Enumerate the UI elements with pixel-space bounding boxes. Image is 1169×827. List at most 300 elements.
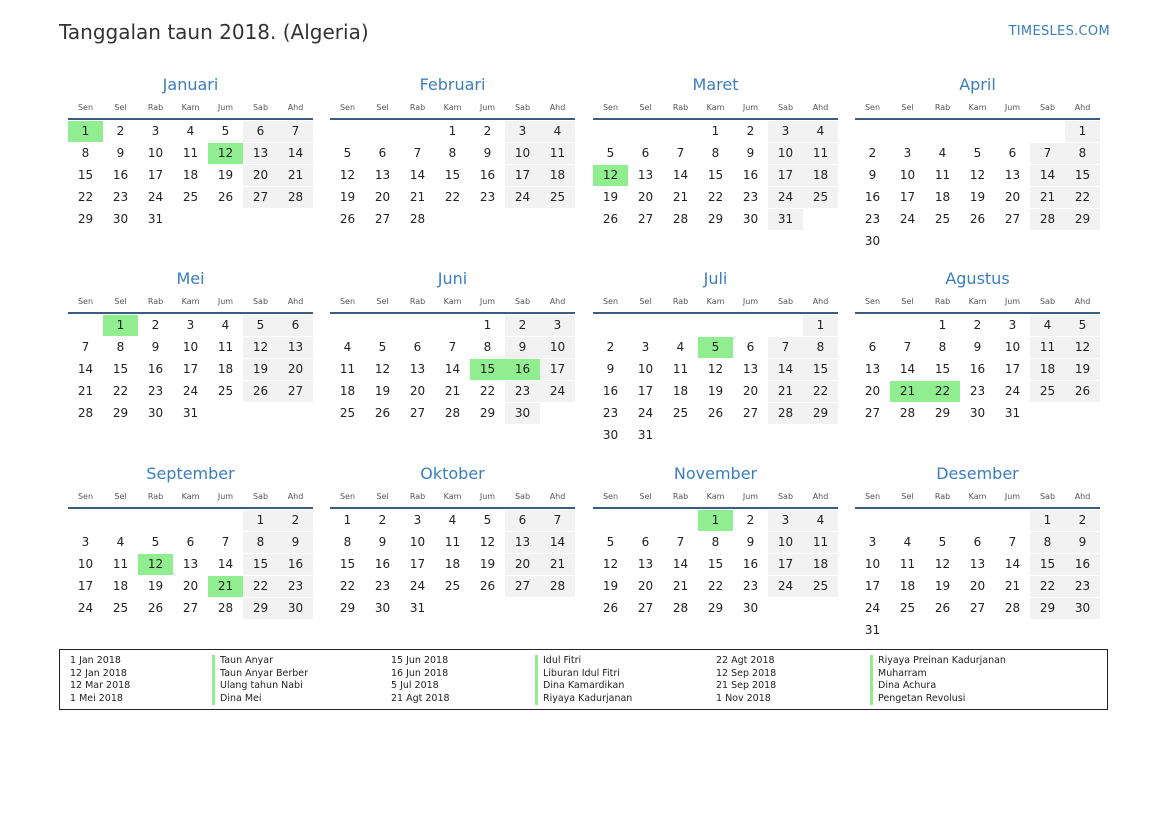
day-cell: 11: [540, 143, 575, 164]
weekday-label: Sen: [339, 103, 356, 112]
day-cell: 19: [147, 579, 164, 593]
holiday-day-cell: 1: [103, 315, 138, 336]
day-cell: 16: [278, 554, 313, 575]
day-cell: 5: [606, 535, 615, 549]
day-cell: 15: [444, 168, 461, 182]
day-cell: 11: [217, 340, 234, 354]
day-cell: 7: [1030, 143, 1065, 164]
day-cell: 20: [505, 554, 540, 575]
day-cell: 22: [112, 384, 129, 398]
day-cell: 16: [602, 384, 619, 398]
day-cell: 29: [1065, 209, 1100, 230]
month-calendar: [330, 75, 575, 231]
day-cell: 10: [1004, 340, 1021, 354]
day-cell: 9: [483, 146, 492, 160]
legend-date-column: [716, 655, 776, 705]
day-cell: 18: [934, 190, 951, 204]
day-cell: 23: [374, 579, 391, 593]
month-calendar: [68, 269, 313, 425]
day-cell: 26: [147, 601, 164, 615]
day-cell: 18: [1030, 359, 1065, 380]
day-cell: 8: [711, 146, 720, 160]
day-cell: 26: [217, 190, 234, 204]
legend-holiday-name: Dina Achura: [870, 680, 1006, 693]
day-cell: 23: [602, 406, 619, 420]
weekday-header: [855, 103, 1100, 115]
month-calendar: [855, 464, 1100, 642]
day-cell: 15: [77, 168, 94, 182]
day-cell: 7: [903, 340, 912, 354]
weekday-label: Sel: [901, 103, 914, 112]
month-name: Februari: [419, 75, 486, 94]
day-cell: 15: [803, 359, 838, 380]
weekday-label: Sel: [639, 492, 652, 501]
day-cell: 6: [746, 340, 755, 354]
day-cell: 16: [969, 362, 986, 376]
day-cell: 19: [602, 579, 619, 593]
header-rule: [855, 312, 1100, 314]
month-name: April: [959, 75, 996, 94]
day-cell: 29: [339, 601, 356, 615]
day-cell: 13: [637, 557, 654, 571]
legend-date: 22 Agt 2018: [716, 655, 775, 666]
day-cell: 2: [746, 124, 755, 138]
month-name: Juli: [703, 269, 728, 288]
day-cell: 8: [448, 146, 457, 160]
day-cell: 7: [540, 510, 575, 531]
day-cell: 16: [374, 557, 391, 571]
month-name: September: [146, 464, 235, 483]
weekday-label: Sen: [864, 103, 881, 112]
day-cell: 30: [1065, 598, 1100, 619]
weekday-label: Jum: [217, 492, 234, 501]
day-cell: 1: [803, 315, 838, 336]
holiday-day-cell: 15: [470, 359, 505, 380]
day-cell: 3: [151, 124, 160, 138]
day-cell: 15: [339, 557, 356, 571]
day-cell: 5: [343, 146, 352, 160]
legend-date-column: [391, 655, 450, 705]
day-cell: 17: [768, 554, 803, 575]
day-cell: 18: [899, 579, 916, 593]
day-cell: 12: [374, 362, 391, 376]
day-cell: 3: [505, 121, 540, 142]
day-cell: 19: [339, 190, 356, 204]
day-cell: 17: [768, 165, 803, 186]
day-cell: 7: [676, 535, 685, 549]
month-name: Agustus: [945, 269, 1010, 288]
day-cell: 10: [505, 143, 540, 164]
month-calendar: [330, 464, 575, 620]
day-cell: 11: [112, 557, 129, 571]
weekday-header: [330, 492, 575, 504]
day-cell: 12: [602, 557, 619, 571]
day-cell: 16: [742, 557, 759, 571]
day-cell: 11: [934, 168, 951, 182]
day-cell: 14: [672, 168, 689, 182]
day-cell: 13: [1004, 168, 1021, 182]
header-rule: [68, 507, 313, 509]
day-cell: 2: [483, 124, 492, 138]
day-cell: 24: [409, 579, 426, 593]
day-cell: 21: [278, 165, 313, 186]
day-cell: 12: [1065, 337, 1100, 358]
day-cell: 28: [217, 601, 234, 615]
weekday-label: Sel: [376, 297, 389, 306]
day-cell: 21: [672, 579, 689, 593]
holiday-day-cell: 1: [698, 510, 733, 531]
day-cell: 15: [243, 554, 278, 575]
day-cell: 22: [707, 579, 724, 593]
weekday-label: Rab: [672, 297, 689, 306]
site-logo-link[interactable]: TIMESLES.COM: [1008, 24, 1110, 39]
day-cell: 12: [339, 168, 356, 182]
day-cell: 19: [479, 557, 496, 571]
day-cell: 28: [1004, 601, 1021, 615]
day-cell: 4: [448, 513, 457, 527]
day-cell: 11: [339, 362, 356, 376]
weekday-label: Sab: [777, 297, 794, 306]
day-cell: 6: [1008, 146, 1017, 160]
day-cell: 13: [864, 362, 881, 376]
day-cell: 5: [606, 146, 615, 160]
day-cell: 23: [864, 212, 881, 226]
weekday-label: Sab: [252, 297, 269, 306]
day-cell: 19: [969, 190, 986, 204]
day-cell: 1: [711, 124, 720, 138]
day-cell: 6: [243, 121, 278, 142]
day-cell: 27: [243, 187, 278, 208]
day-cell: 11: [444, 535, 461, 549]
legend-date: 1 Jan 2018: [70, 655, 121, 666]
header-rule: [330, 118, 575, 120]
day-cell: 6: [278, 315, 313, 336]
day-cell: 19: [243, 359, 278, 380]
day-cell: 19: [707, 384, 724, 398]
weekday-label: Kam: [706, 103, 725, 112]
header-rule: [593, 312, 838, 314]
weekday-header: [330, 103, 575, 115]
weekday-label: Jum: [217, 297, 234, 306]
day-cell: 6: [186, 535, 195, 549]
day-cell: 31: [637, 428, 654, 442]
weekday-label: Jum: [742, 492, 759, 501]
day-cell: 14: [409, 168, 426, 182]
legend-date: 5 Jul 2018: [391, 680, 439, 691]
month-calendar: [330, 269, 575, 425]
day-cell: 7: [676, 146, 685, 160]
month-name: Desember: [936, 464, 1019, 483]
weekday-label: Kam: [968, 297, 987, 306]
day-cell: 13: [409, 362, 426, 376]
day-cell: 29: [77, 212, 94, 226]
day-cell: 5: [378, 340, 387, 354]
day-cell: 29: [707, 212, 724, 226]
day-cell: 15: [1030, 554, 1065, 575]
day-cell: 25: [112, 601, 129, 615]
day-cell: 26: [707, 406, 724, 420]
weekday-label: Sen: [77, 297, 94, 306]
weekday-label: Ahd: [287, 492, 304, 501]
holiday-day-cell: 16: [505, 359, 540, 380]
weekday-label: Rab: [672, 103, 689, 112]
day-cell: 26: [602, 601, 619, 615]
weekday-label: Jum: [479, 103, 496, 112]
day-cell: 16: [1065, 554, 1100, 575]
day-cell: 2: [151, 318, 160, 332]
day-cell: 31: [768, 209, 803, 230]
day-cell: 18: [540, 165, 575, 186]
holiday-day-cell: 5: [698, 337, 733, 358]
day-cell: 3: [413, 513, 422, 527]
day-cell: 1: [448, 124, 457, 138]
weekday-label: Ahd: [549, 103, 566, 112]
day-cell: 28: [672, 212, 689, 226]
day-cell: 25: [182, 190, 199, 204]
day-cell: 27: [969, 601, 986, 615]
weekday-label: Ahd: [549, 297, 566, 306]
day-cell: 8: [243, 532, 278, 553]
day-cell: 30: [147, 406, 164, 420]
day-cell: 24: [864, 601, 881, 615]
day-cell: 4: [1030, 315, 1065, 336]
day-cell: 12: [479, 535, 496, 549]
day-cell: 24: [147, 190, 164, 204]
day-cell: 14: [768, 359, 803, 380]
weekday-label: Sab: [252, 103, 269, 112]
day-cell: 19: [374, 384, 391, 398]
legend-holiday-name: Taun Anyar: [212, 655, 308, 668]
weekday-label: Sel: [639, 297, 652, 306]
weekday-label: Rab: [147, 297, 164, 306]
day-cell: 9: [868, 168, 877, 182]
day-cell: 17: [147, 168, 164, 182]
day-cell: 3: [868, 535, 877, 549]
day-cell: 10: [768, 532, 803, 553]
day-cell: 25: [934, 212, 951, 226]
day-cell: 11: [1030, 337, 1065, 358]
day-cell: 7: [278, 121, 313, 142]
day-cell: 29: [803, 403, 838, 424]
day-cell: 11: [672, 362, 689, 376]
day-cell: 1: [343, 513, 352, 527]
weekday-label: Sab: [252, 492, 269, 501]
header-rule: [330, 312, 575, 314]
day-cell: 27: [637, 601, 654, 615]
day-cell: 21: [1004, 579, 1021, 593]
legend-date: 12 Sep 2018: [716, 667, 777, 679]
day-cell: 25: [339, 406, 356, 420]
day-cell: 22: [339, 579, 356, 593]
day-cell: 28: [540, 576, 575, 597]
day-cell: 20: [1004, 190, 1021, 204]
legend-date: 1 Mei 2018: [70, 692, 123, 704]
header-rule: [68, 312, 313, 314]
day-cell: 19: [934, 579, 951, 593]
day-cell: 21: [77, 384, 94, 398]
day-cell: 30: [278, 598, 313, 619]
day-cell: 28: [444, 406, 461, 420]
day-cell: 18: [444, 557, 461, 571]
weekday-label: Kam: [443, 297, 462, 306]
day-cell: 2: [746, 513, 755, 527]
day-cell: 4: [540, 121, 575, 142]
day-cell: 24: [540, 381, 575, 402]
day-cell: 14: [217, 557, 234, 571]
weekday-label: Sel: [114, 297, 127, 306]
day-cell: 20: [374, 190, 391, 204]
day-cell: 23: [479, 190, 496, 204]
day-cell: 3: [186, 318, 195, 332]
day-cell: 5: [938, 535, 947, 549]
day-cell: 25: [540, 187, 575, 208]
day-cell: 6: [973, 535, 982, 549]
day-cell: 22: [707, 190, 724, 204]
day-cell: 20: [864, 384, 881, 398]
day-cell: 10: [864, 557, 881, 571]
day-cell: 4: [186, 124, 195, 138]
legend-holiday-name: Dina Mei: [212, 693, 308, 706]
day-cell: 28: [77, 406, 94, 420]
day-cell: 15: [934, 362, 951, 376]
day-cell: 12: [934, 557, 951, 571]
month-calendar: [593, 75, 838, 231]
day-cell: 9: [278, 532, 313, 553]
day-cell: 26: [602, 212, 619, 226]
weekday-label: Sel: [639, 103, 652, 112]
day-cell: 4: [803, 121, 838, 142]
month-calendar: [593, 269, 838, 447]
legend-holiday-name: Riyaya Preinan Kadurjanan: [870, 655, 1006, 668]
day-cell: 15: [707, 557, 724, 571]
holiday-day-cell: 12: [138, 554, 173, 575]
day-cell: 27: [182, 601, 199, 615]
day-cell: 28: [1030, 209, 1065, 230]
day-cell: 5: [221, 124, 230, 138]
day-cell: 16: [864, 190, 881, 204]
day-cell: 21: [540, 554, 575, 575]
day-cell: 2: [868, 146, 877, 160]
day-cell: 7: [413, 146, 422, 160]
day-cell: 12: [243, 337, 278, 358]
holiday-day-cell: 21: [208, 576, 243, 597]
day-cell: 26: [374, 406, 391, 420]
day-cell: 28: [409, 212, 426, 226]
day-cell: 30: [374, 601, 391, 615]
day-cell: 18: [803, 165, 838, 186]
day-cell: 27: [278, 381, 313, 402]
day-cell: 27: [637, 212, 654, 226]
day-cell: 24: [768, 576, 803, 597]
day-cell: 22: [77, 190, 94, 204]
weekday-label: Jum: [742, 297, 759, 306]
day-cell: 30: [742, 212, 759, 226]
weekday-label: Sab: [514, 297, 531, 306]
header-rule: [855, 507, 1100, 509]
day-cell: 10: [637, 362, 654, 376]
header-rule: [330, 507, 575, 509]
day-cell: 24: [768, 187, 803, 208]
legend-date: 15 Jun 2018: [391, 655, 449, 666]
weekday-label: Kam: [706, 297, 725, 306]
day-cell: 8: [1065, 143, 1100, 164]
day-cell: 22: [1065, 187, 1100, 208]
day-cell: 1: [938, 318, 947, 332]
day-cell: 21: [409, 190, 426, 204]
day-cell: 17: [182, 362, 199, 376]
day-cell: 19: [217, 168, 234, 182]
day-cell: 20: [409, 384, 426, 398]
day-cell: 14: [1030, 165, 1065, 186]
weekday-label: Sel: [114, 492, 127, 501]
day-cell: 14: [77, 362, 94, 376]
weekday-header: [593, 297, 838, 309]
day-cell: 18: [217, 362, 234, 376]
day-cell: 31: [409, 601, 426, 615]
legend-date: 1 Nov 2018: [716, 692, 771, 704]
month-calendar: [855, 269, 1100, 425]
weekday-label: Ahd: [549, 492, 566, 501]
day-cell: 14: [278, 143, 313, 164]
day-cell: 25: [672, 406, 689, 420]
day-cell: 19: [602, 190, 619, 204]
legend-holiday-name: Taun Anyar Berber: [212, 668, 308, 681]
weekday-label: Sab: [1039, 103, 1056, 112]
day-cell: 17: [864, 579, 881, 593]
day-cell: 29: [112, 406, 129, 420]
day-cell: 5: [151, 535, 160, 549]
day-cell: 28: [278, 187, 313, 208]
day-cell: 29: [1030, 598, 1065, 619]
day-cell: 7: [1008, 535, 1017, 549]
month-calendar: [68, 75, 313, 231]
day-cell: 28: [899, 406, 916, 420]
day-cell: 25: [1030, 381, 1065, 402]
weekday-label: Kam: [706, 492, 725, 501]
day-cell: 16: [112, 168, 129, 182]
day-cell: 8: [81, 146, 90, 160]
weekday-label: Sen: [602, 103, 619, 112]
weekday-label: Kam: [181, 103, 200, 112]
day-cell: 13: [374, 168, 391, 182]
weekday-label: Sen: [339, 492, 356, 501]
day-cell: 2: [278, 510, 313, 531]
day-cell: 1: [1065, 121, 1100, 142]
weekday-label: Sab: [1039, 297, 1056, 306]
header-rule: [593, 118, 838, 120]
weekday-label: Ahd: [287, 297, 304, 306]
day-cell: 25: [803, 187, 838, 208]
legend-holiday-name: Liburan Idul Fitri: [535, 668, 632, 681]
day-cell: 4: [803, 510, 838, 531]
day-cell: 20: [637, 190, 654, 204]
day-cell: 17: [409, 557, 426, 571]
weekday-label: Sen: [864, 297, 881, 306]
day-cell: 23: [742, 190, 759, 204]
day-cell: 6: [413, 340, 422, 354]
weekday-label: Sel: [114, 103, 127, 112]
day-cell: 9: [746, 146, 755, 160]
weekday-label: Sab: [514, 492, 531, 501]
day-cell: 26: [243, 381, 278, 402]
weekday-label: Ahd: [812, 103, 829, 112]
day-cell: 3: [768, 121, 803, 142]
day-cell: 6: [505, 510, 540, 531]
day-cell: 27: [1004, 212, 1021, 226]
legend-holiday-name: Pengetan Revolusi: [870, 693, 1006, 706]
weekday-label: Rab: [672, 492, 689, 501]
weekday-label: Jum: [742, 103, 759, 112]
